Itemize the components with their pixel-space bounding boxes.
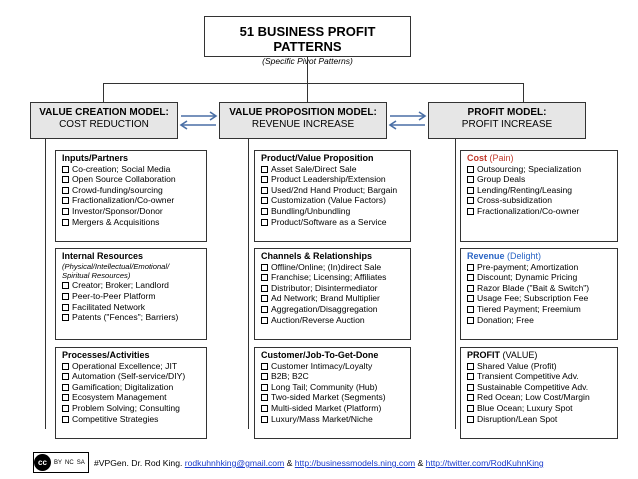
- list-item: Razor Blade ("Bait & Switch"): [467, 283, 613, 294]
- list-item: Investor/Sponsor/Donor: [62, 206, 202, 217]
- list-item: Asset Sale/Direct Sale: [261, 164, 406, 175]
- checkbox-icon: [467, 197, 474, 204]
- panel-revenue: [460, 248, 618, 340]
- checkbox-icon: [261, 264, 268, 271]
- list-item: Transient Competitive Adv.: [467, 371, 613, 382]
- panel-profit: [460, 347, 618, 439]
- checkbox-icon: [62, 394, 69, 401]
- cc-nc-icon: NC: [65, 459, 74, 466]
- list-item: Shared Value (Profit): [467, 361, 613, 372]
- list-item: Disruption/Lean Spot: [467, 414, 613, 425]
- checkbox-icon: [62, 282, 69, 289]
- list-item: Donation; Free: [467, 315, 613, 326]
- list-item: Offline/Online; (In)direct Sale: [261, 262, 406, 273]
- value-proposition-sub: REVENUE INCREASE: [251, 119, 355, 130]
- creative-commons-badge[interactable]: [33, 452, 89, 473]
- checkbox-icon: [467, 394, 474, 401]
- checkbox-icon: [467, 306, 474, 313]
- checkbox-icon: [62, 405, 69, 412]
- connector-left-down: [103, 83, 104, 102]
- list-item: Creator; Broker; Landlord: [62, 280, 202, 291]
- checkbox-icon: [261, 176, 268, 183]
- list-item: Cross-subsidization: [467, 195, 613, 206]
- panel-subheading: Spiritual Resources): [62, 271, 131, 280]
- checkbox-icon: [467, 405, 474, 412]
- spine-right: [455, 139, 456, 429]
- cc-logo-icon: cc: [34, 454, 51, 471]
- panel-channels-relationships: [254, 248, 411, 340]
- ning-link[interactable]: http://businessmodels.ning.com: [294, 458, 416, 468]
- checkbox-icon: [261, 166, 268, 173]
- checkbox-icon: [261, 285, 268, 292]
- checkbox-icon: [261, 306, 268, 313]
- list-item: Long Tail; Community (Hub): [261, 382, 406, 393]
- checkbox-icon: [261, 317, 268, 324]
- panel-processes-activities: [55, 347, 207, 439]
- panel-subheading: (Physical/Intellectual/Emotional/: [62, 261, 170, 271]
- checkbox-icon: [62, 197, 69, 204]
- checkbox-icon: [261, 373, 268, 380]
- list-item: Bundling/Unbundling: [261, 206, 406, 217]
- list-item: Usage Fee; Subscription Fee: [467, 293, 613, 304]
- checkbox-icon: [62, 208, 69, 215]
- checkbox-icon: [467, 166, 474, 173]
- panel-heading: Internal Resources: [62, 251, 144, 261]
- list-item: B2B; B2C: [261, 371, 406, 382]
- list-item: Outsourcing; Specialization: [467, 164, 613, 175]
- checkbox-icon: [261, 295, 268, 302]
- list-item: Used/2nd Hand Product; Bargain: [261, 185, 406, 196]
- arrows-left-mid: [178, 108, 219, 132]
- panel-heading: PROFIT (VALUE): [467, 350, 538, 360]
- checkbox-icon: [467, 295, 474, 302]
- checkbox-icon: [261, 384, 268, 391]
- cc-by-icon: BY: [54, 459, 63, 466]
- panel-heading: Processes/Activities: [62, 350, 150, 360]
- list-item: Ecosystem Management: [62, 392, 202, 403]
- email-link[interactable]: rodkuhnhking@gmail.com: [184, 458, 285, 468]
- list-item: Automation (Self-service/DIY): [62, 371, 202, 382]
- list-item: Mergers & Acquisitions: [62, 217, 202, 228]
- list-item: Fractionalization/Co-owner: [62, 195, 202, 206]
- twitter-link[interactable]: http://twitter.com/RodKuhnKing: [425, 458, 544, 468]
- checkbox-icon: [467, 317, 474, 324]
- checkbox-icon: [467, 363, 474, 370]
- checkbox-icon: [467, 208, 474, 215]
- connector-horizontal: [103, 83, 523, 84]
- list-item: Facilitated Network: [62, 302, 202, 313]
- profit-model: [428, 102, 586, 139]
- list-item: Product Leadership/Extension: [261, 174, 406, 185]
- list-item: Fractionalization/Co-owner: [467, 206, 613, 217]
- value-proposition-model: [219, 102, 387, 139]
- panel-cost: [460, 150, 618, 242]
- checkbox-icon: [62, 293, 69, 300]
- checkbox-icon: [62, 363, 69, 370]
- cc-sa-icon: SA: [76, 459, 85, 466]
- checkbox-icon: [467, 176, 474, 183]
- connector-mid-down: [307, 83, 308, 102]
- list-item: Product/Software as a Service: [261, 217, 406, 228]
- list-item: Red Ocean; Low Cost/Margin: [467, 392, 613, 403]
- list-item: Gamification; Digitalization: [62, 382, 202, 393]
- panel-product-value-proposition: [254, 150, 411, 242]
- checkbox-icon: [261, 405, 268, 412]
- checkbox-icon: [467, 274, 474, 281]
- list-item: Operational Excellence; JIT: [62, 361, 202, 372]
- footer-prefix: #VPGen. Dr. Rod King.: [94, 458, 185, 468]
- panel-heading: Inputs/Partners: [62, 153, 129, 163]
- checkbox-icon: [467, 373, 474, 380]
- footer-credits: #VPGen. Dr. Rod King. rodkuhnhking@gmail.com & http://businessmodels.ning.com & http://twitter.com/RodKuhnKing: [94, 458, 544, 468]
- title-box: [204, 16, 411, 66]
- list-item: Crowd-funding/sourcing: [62, 185, 202, 196]
- checkbox-icon: [261, 197, 268, 204]
- value-proposition-title: VALUE PROPOSITION MODEL:: [229, 107, 377, 118]
- list-item: Blue Ocean; Luxury Spot: [467, 403, 613, 414]
- checkbox-icon: [62, 166, 69, 173]
- list-item: Customization (Value Factors): [261, 195, 406, 206]
- checkbox-icon: [62, 176, 69, 183]
- list-item: Auction/Reverse Auction: [261, 315, 406, 326]
- panel-internal-resources: [55, 248, 207, 340]
- list-item: Group Deals: [467, 174, 613, 185]
- checkbox-icon: [62, 187, 69, 194]
- panel-heading: Cost (Pain): [467, 153, 514, 163]
- panel-heading: Channels & Relationships: [261, 251, 373, 261]
- checkbox-icon: [261, 187, 268, 194]
- list-item: Luxury/Mass Market/Niche: [261, 414, 406, 425]
- checkbox-icon: [62, 314, 69, 321]
- checkbox-icon: [62, 373, 69, 380]
- profit-model-sub: PROFIT INCREASE: [461, 119, 553, 130]
- list-item: Sustainable Competitive Adv.: [467, 382, 613, 393]
- list-item: Discount; Dynamic Pricing: [467, 272, 613, 283]
- panel-heading: Customer/Job-To-Get-Done: [261, 350, 379, 360]
- checkbox-icon: [467, 264, 474, 271]
- list-item: Distributor; Disintermediator: [261, 283, 406, 294]
- panel-customer-job: [254, 347, 411, 439]
- profit-model-title: PROFIT MODEL:: [467, 107, 547, 118]
- panel-heading: Product/Value Proposition: [261, 153, 374, 163]
- checkbox-icon: [62, 219, 69, 226]
- value-creation-title: VALUE CREATION MODEL:: [39, 107, 169, 118]
- checkbox-icon: [261, 219, 268, 226]
- list-item: Pre-payment; Amortization: [467, 262, 613, 273]
- checkbox-icon: [467, 416, 474, 423]
- arrows-mid-right: [387, 108, 428, 132]
- list-item: Competitive Strategies: [62, 414, 202, 425]
- checkbox-icon: [261, 274, 268, 281]
- connector-right-down: [523, 83, 524, 102]
- panel-inputs-partners: [55, 150, 207, 242]
- list-item: Ad Network; Brand Multiplier: [261, 293, 406, 304]
- checkbox-icon: [467, 285, 474, 292]
- checkbox-icon: [261, 208, 268, 215]
- checkbox-icon: [261, 394, 268, 401]
- list-item: Tiered Payment; Freemium: [467, 304, 613, 315]
- list-item: Peer-to-Peer Platform: [62, 291, 202, 302]
- list-item: Two-sided Market (Segments): [261, 392, 406, 403]
- spine-left: [45, 139, 46, 429]
- list-item: Open Source Collaboration: [62, 174, 202, 185]
- list-item: Franchise; Licensing; Affiliates: [261, 272, 406, 283]
- spine-mid: [248, 139, 249, 429]
- checkbox-icon: [62, 416, 69, 423]
- checkbox-icon: [62, 304, 69, 311]
- checkbox-icon: [261, 416, 268, 423]
- list-item: Co-creation; Social Media: [62, 164, 202, 175]
- list-item: Patents ("Fences"; Barriers): [62, 312, 202, 323]
- list-item: Customer Intimacy/Loyalty: [261, 361, 406, 372]
- panel-heading: Revenue (Delight): [467, 251, 542, 261]
- value-creation-model: [30, 102, 178, 139]
- list-item: Problem Solving; Consulting: [62, 403, 202, 414]
- checkbox-icon: [467, 384, 474, 391]
- checkbox-icon: [467, 187, 474, 194]
- value-creation-sub: COST REDUCTION: [59, 119, 149, 130]
- checkbox-icon: [62, 384, 69, 391]
- list-item: Lending/Renting/Leasing: [467, 185, 613, 196]
- list-item: Multi-sided Market (Platform): [261, 403, 406, 414]
- page-subtitle: (Specific Pivot Patterns): [262, 56, 353, 66]
- page-title: 51 BUSINESS PROFIT PATTERNS: [239, 24, 376, 54]
- list-item: Aggregation/Disaggregation: [261, 304, 406, 315]
- checkbox-icon: [261, 363, 268, 370]
